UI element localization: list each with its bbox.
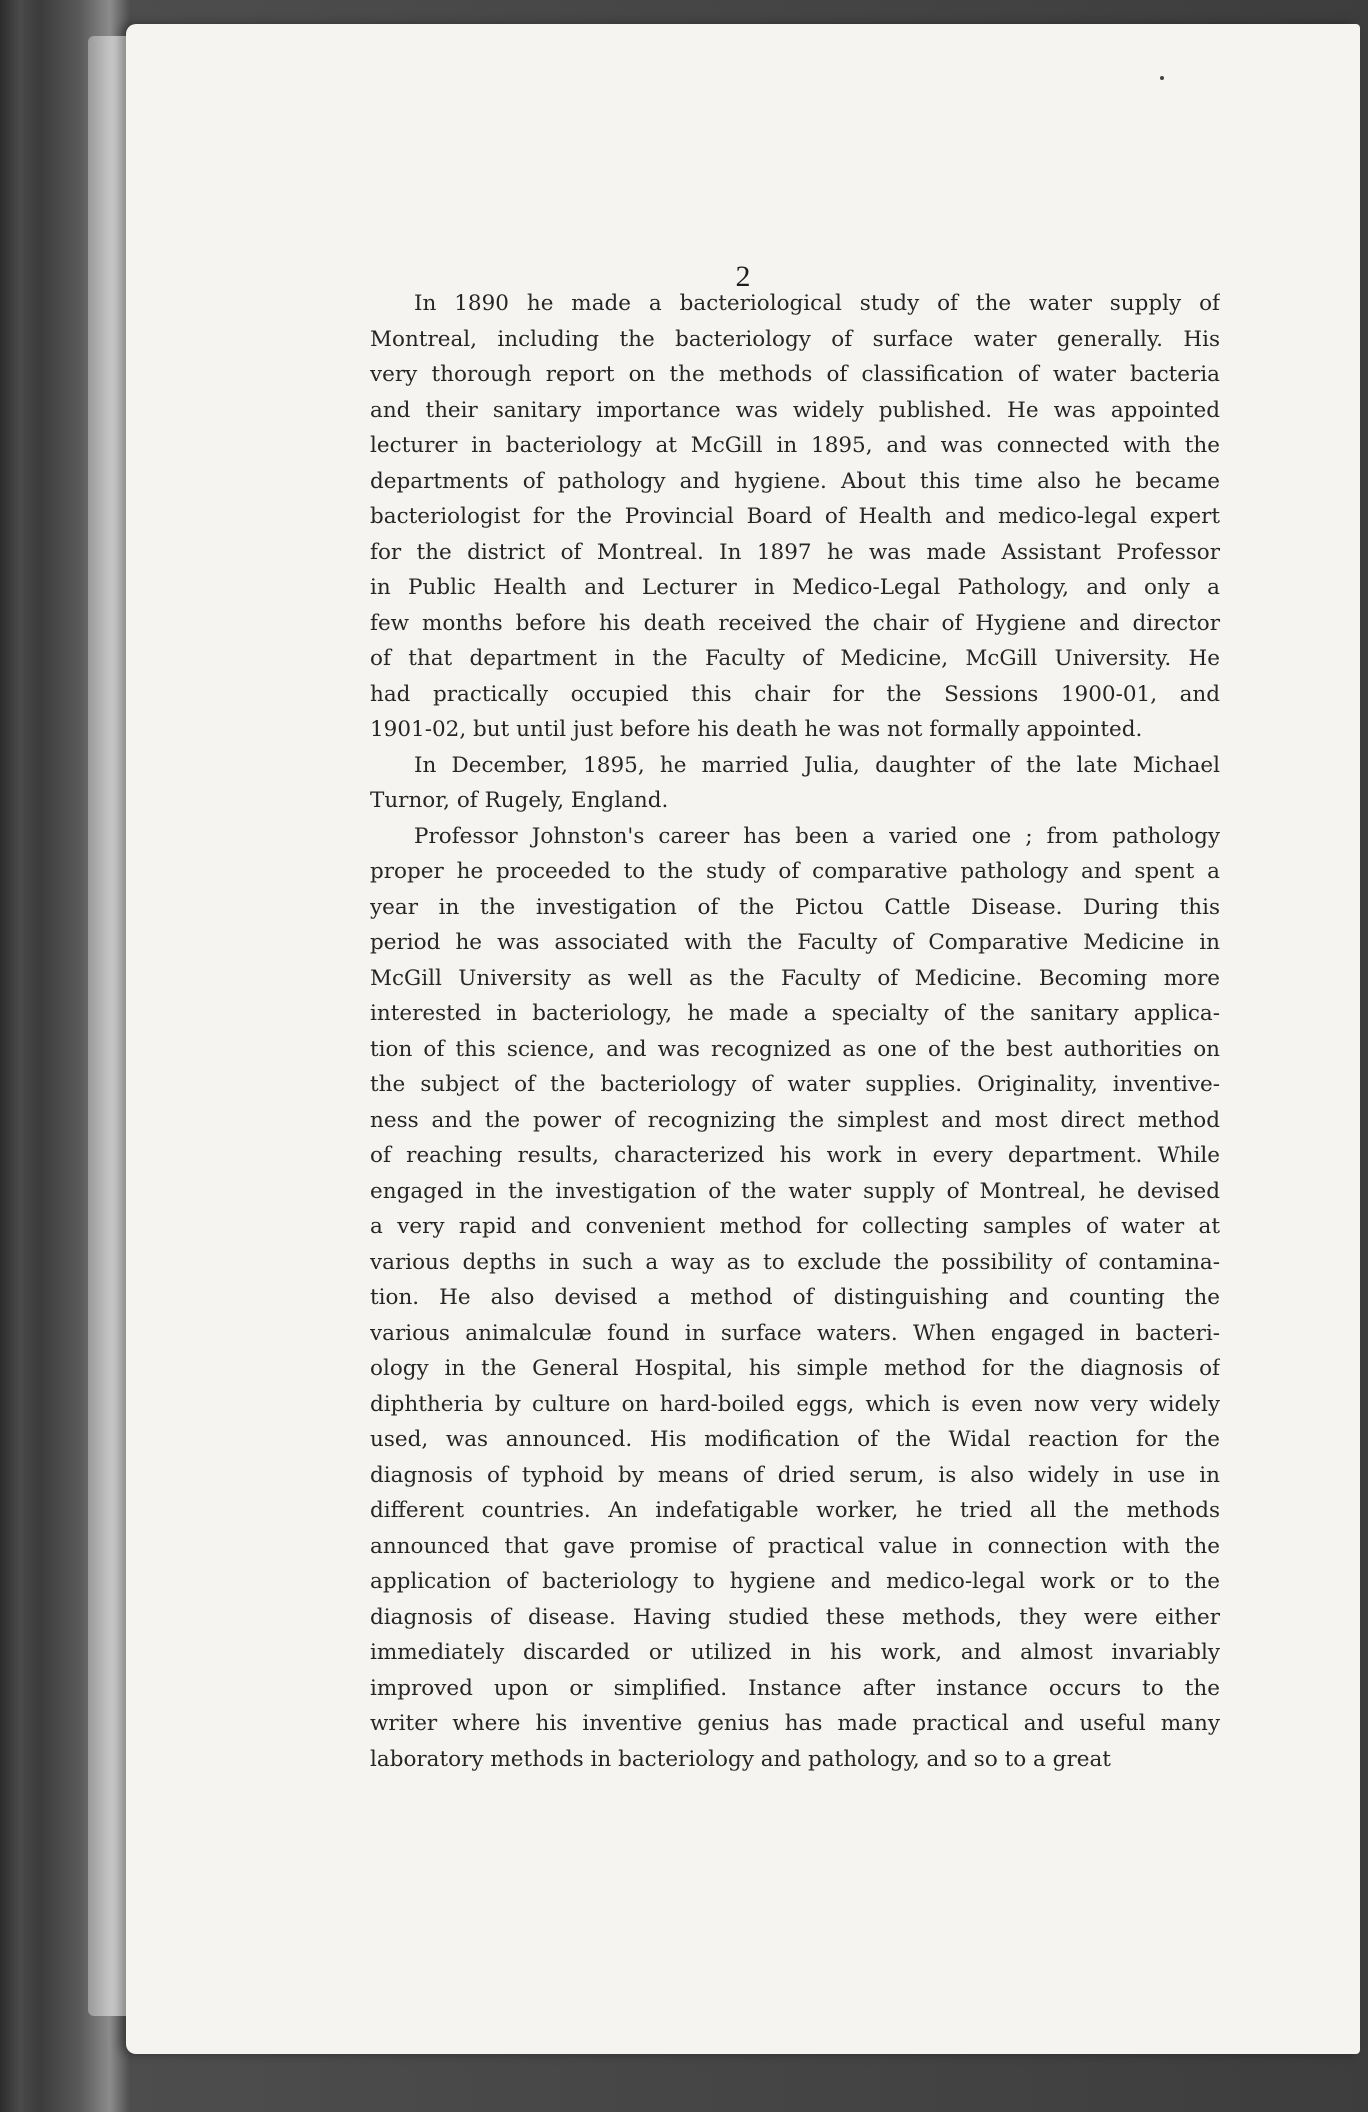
page-number: 2 xyxy=(735,260,751,293)
text-line: ness and the power of recognizing the simplest and most direct method xyxy=(370,1107,1220,1133)
text-line: of reaching results, characterized his work in every department. While xyxy=(370,1143,1220,1168)
body-text xyxy=(370,286,1220,1777)
text-line: very thorough report on the methods of classification of water bacteria xyxy=(370,362,1220,387)
text-line: the subject of the bacteriology of water supplies. Originality, inventive- xyxy=(370,1072,1220,1097)
text-line: bacteriologist for the Provincial Board of Health and medico-legal expert xyxy=(370,504,1220,529)
text-line: Montreal, including the bacteriology of surface water generally. His xyxy=(370,326,1220,352)
text-line: for the district of Montreal. In 1897 he was made Assistant Professor xyxy=(370,539,1220,565)
text-line: tion. He also devised a method of distinguishing and counting the xyxy=(370,1285,1220,1310)
text-line: proper he proceeded to the study of comparative pathology and spent a xyxy=(370,859,1220,884)
text-line: tion of this science, and was recognized as one of the best authorities on xyxy=(370,1036,1220,1062)
text-line: improved upon or simplified. Instance after instance occurs to the xyxy=(370,1675,1220,1701)
text-line: application of bacteriology to hygiene and medico-legal work or to the xyxy=(370,1569,1220,1594)
text-line: different countries. An indefatigable worker, he tried all the methods xyxy=(370,1498,1220,1523)
paragraph xyxy=(370,748,1220,819)
text-line: laboratory methods in bacteriology and pathology, and so to a great xyxy=(370,1746,1111,1772)
text-line: had practically occupied this chair for the Sessions 1900-01, and xyxy=(370,681,1220,707)
text-line: year in the investigation of the Pictou Cattle Disease. During this xyxy=(370,894,1220,920)
text-line: McGill University as well as the Faculty of Medicine. Becoming more xyxy=(370,965,1220,991)
text-line: departments of pathology and hygiene. About this time also he became xyxy=(370,468,1220,494)
text-line: and their sanitary importance was widely published. He was appointed xyxy=(370,397,1220,423)
text-line: interested in bacteriology, he made a specialty of the sanitary applica- xyxy=(370,1001,1220,1026)
text-line: of that department in the Faculty of Medicine, McGill University. He xyxy=(370,646,1220,671)
text-line: diagnosis of typhoid by means of dried serum, is also widely in use in xyxy=(370,1462,1220,1488)
text-line: in Public Health and Lecturer in Medico-Legal Pathology, and only a xyxy=(370,575,1220,600)
text-line: a very rapid and convenient method for collecting samples of water at xyxy=(370,1214,1220,1239)
text-line: writer where his inventive genius has made practical and useful many xyxy=(370,1711,1220,1736)
text-line: announced that gave promise of practical value in connection with the xyxy=(370,1533,1220,1559)
text-line: diphtheria by culture on hard-boiled eggs, which is even now very widely xyxy=(370,1391,1220,1417)
text-line: various depths in such a way as to exclude the possibility of contamina- xyxy=(370,1249,1220,1275)
text-line: lecturer in bacteriology at McGill in 1895, and was connected with the xyxy=(370,433,1220,458)
text-line: ology in the General Hospital, his simple method for the diagnosis of xyxy=(370,1356,1220,1381)
text-line: diagnosis of disease. Having studied these methods, they were either xyxy=(370,1604,1220,1630)
text-line: various animalculæ found in surface waters. When engaged in bacteri- xyxy=(370,1320,1220,1346)
text-line: engaged in the investigation of the water supply of Montreal, he devised xyxy=(370,1178,1220,1204)
paragraph xyxy=(370,819,1220,1778)
text-line: 1901-02, but until just before his death he was not formally appointed. xyxy=(370,717,1143,742)
paragraph xyxy=(370,286,1220,748)
text-line: Professor Johnston's career has been a varied one ; from pathology xyxy=(414,823,1220,849)
text-line: Turnor, of Rugely, England. xyxy=(370,788,669,813)
text-line: In 1890 he made a bacteriological study of the water supply of xyxy=(414,291,1220,316)
text-line: period he was associated with the Faculty of Comparative Medicine in xyxy=(370,930,1220,955)
text-line: immediately discarded or utilized in his work, and almost invariably xyxy=(370,1640,1220,1665)
ink-speck xyxy=(1160,76,1164,80)
text-line: In December, 1895, he married Julia, daughter of the late Michael xyxy=(414,752,1220,778)
text-line: few months before his death received the chair of Hygiene and director xyxy=(370,610,1220,636)
text-line: used, was announced. His modification of the Widal reaction for the xyxy=(370,1427,1220,1452)
